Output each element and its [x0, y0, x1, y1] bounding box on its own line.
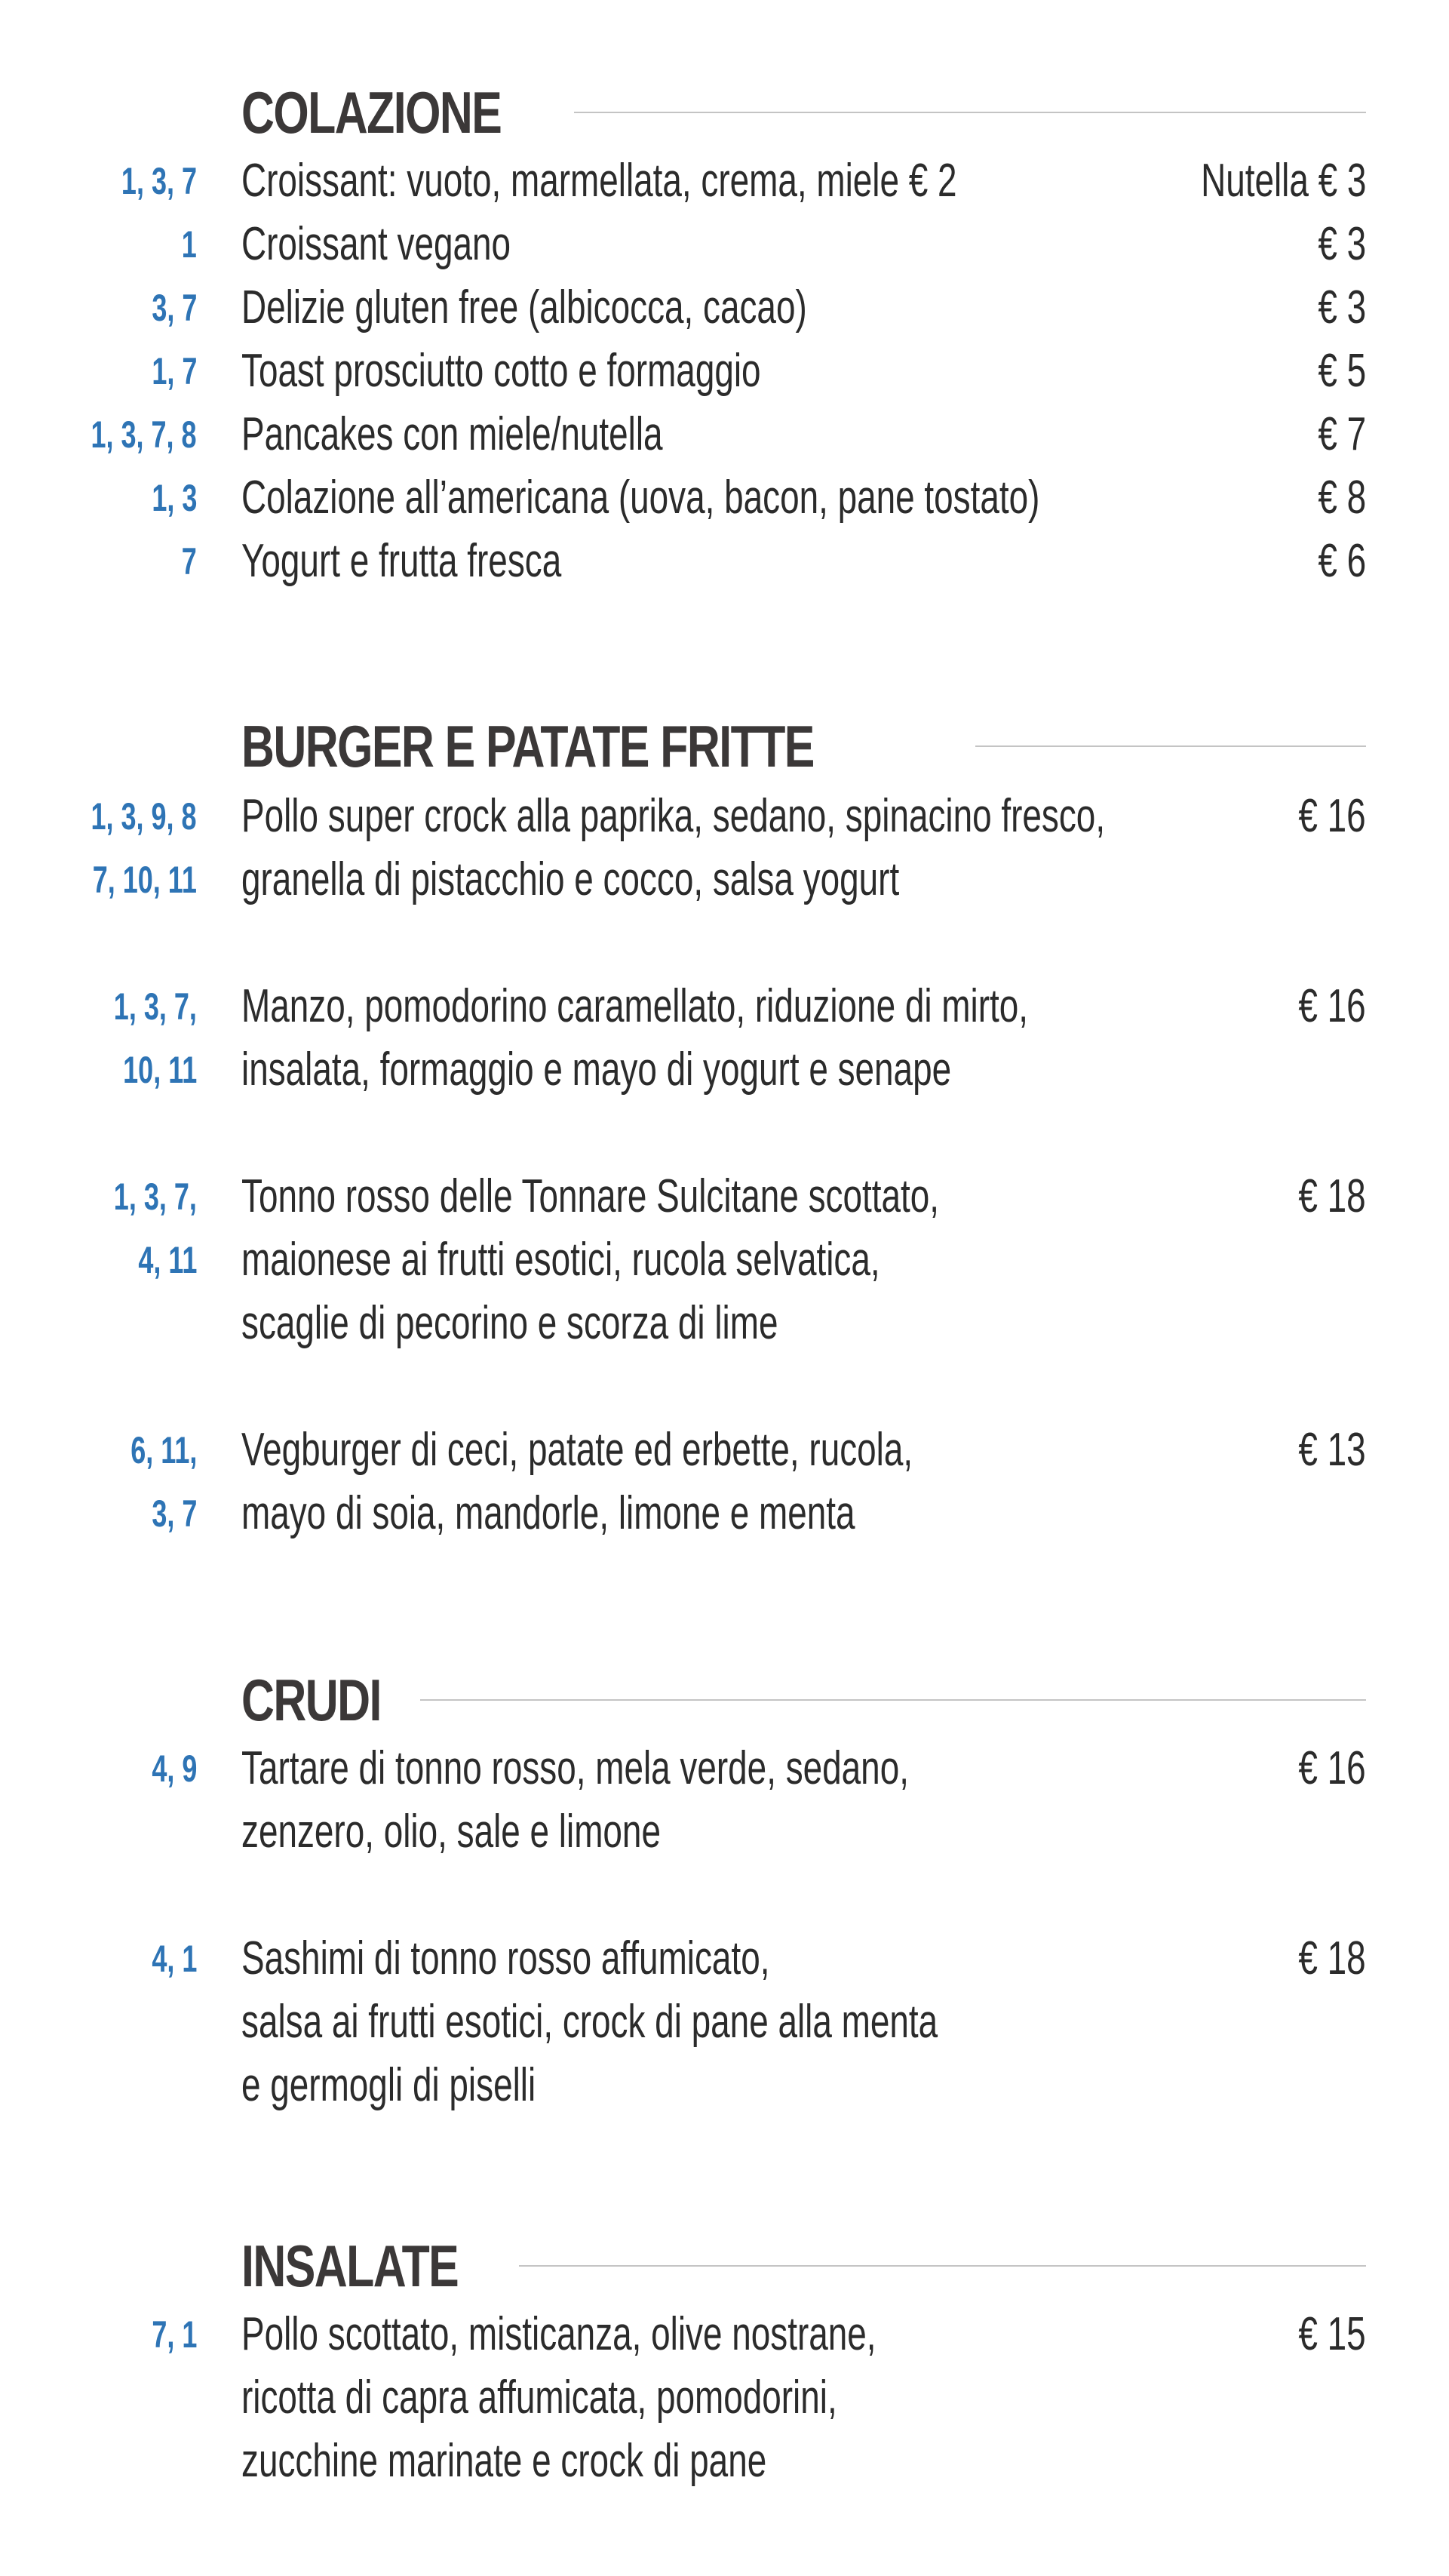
- item-description: Yogurt e frutta fresca: [241, 535, 562, 587]
- menu-row: [0, 530, 1449, 593]
- allergen-codes: 1: [181, 223, 197, 266]
- item-price: € 6: [1318, 535, 1366, 587]
- allergen-codes: 4, 9: [151, 1748, 197, 1790]
- menu-row: [0, 2054, 1449, 2117]
- allergen-codes: 7, 10, 11: [92, 859, 197, 901]
- allergen-codes: 1, 3, 7,: [113, 985, 197, 1028]
- menu-row: [0, 1800, 1449, 1864]
- menu-row: [0, 1419, 1449, 1482]
- menu-row: [0, 1990, 1449, 2054]
- section-divider: [519, 2265, 1366, 2267]
- item-price: Nutella € 3: [1200, 155, 1366, 207]
- item-description: zenzero, olio, sale e limone: [241, 1806, 661, 1858]
- section-divider: [420, 1699, 1366, 1701]
- allergen-codes: 3, 7: [151, 287, 197, 329]
- allergen-codes: 4, 1: [151, 1938, 197, 1980]
- menu-row: [0, 2303, 1449, 2366]
- menu-row: [0, 1038, 1449, 1102]
- menu-row: [0, 1737, 1449, 1800]
- allergen-codes: 3, 7: [151, 1492, 197, 1535]
- section-title: CRUDI: [241, 1666, 381, 1733]
- menu-row: [0, 213, 1449, 276]
- item-description: insalata, formaggio e mayo di yogurt e senape: [241, 1044, 952, 1096]
- allergen-codes: 10, 11: [122, 1049, 197, 1091]
- menu-row: [0, 2430, 1449, 2493]
- item-price: € 18: [1298, 1932, 1366, 1984]
- item-description: mayo di soia, mandorle, limone e menta: [241, 1487, 855, 1539]
- allergen-codes: 7, 1: [151, 2313, 197, 2356]
- item-description: Croissant: vuoto, marmellata, crema, miele € 2: [241, 155, 957, 207]
- item-description: e germogli di piselli: [241, 2059, 536, 2111]
- item-price: € 16: [1298, 980, 1366, 1032]
- section-header: [241, 78, 1366, 146]
- menu-row: [0, 848, 1449, 911]
- item-price: € 13: [1298, 1424, 1366, 1476]
- item-description: Colazione all’americana (uova, bacon, pane tostato): [241, 472, 1040, 524]
- item-price: € 15: [1298, 2308, 1366, 2360]
- item-description: Pollo scottato, misticanza, olive nostrane,: [241, 2308, 876, 2360]
- item-description: Sashimi di tonno rosso affumicato,: [241, 1932, 770, 1984]
- allergen-codes: 1, 3, 7,: [113, 1176, 197, 1218]
- section-header: [241, 1666, 1366, 1734]
- item-description: Delizie gluten free (albicocca, cacao): [241, 281, 807, 334]
- item-description: ricotta di capra affumicata, pomodorini,: [241, 2372, 837, 2424]
- item-price: € 16: [1298, 790, 1366, 842]
- allergen-codes: 6, 11,: [130, 1429, 197, 1471]
- item-description: Tonno rosso delle Tonnare Sulcitane scottato,: [241, 1170, 939, 1222]
- item-description: maionese ai frutti esotici, rucola selvatica,: [241, 1234, 880, 1286]
- item-description: Vegburger di ceci, patate ed erbette, rucola,: [241, 1424, 913, 1476]
- allergen-codes: 7: [181, 540, 197, 583]
- section-header: [241, 712, 1366, 780]
- allergen-codes: 1, 3, 7: [121, 160, 197, 202]
- menu-row: [0, 1482, 1449, 1545]
- menu-row: [0, 1165, 1449, 1228]
- item-description: zucchine marinate e crock di pane: [241, 2435, 767, 2487]
- allergen-codes: 1, 7: [151, 350, 197, 392]
- item-description: Manzo, pomodorino caramellato, riduzione di mirto,: [241, 980, 1028, 1032]
- menu-row: [0, 975, 1449, 1038]
- allergen-codes: 1, 3, 9, 8: [91, 795, 197, 838]
- item-price: € 5: [1318, 345, 1366, 397]
- item-price: € 8: [1318, 472, 1366, 524]
- section-divider: [574, 112, 1366, 113]
- menu-row: [0, 1228, 1449, 1292]
- item-description: Croissant vegano: [241, 218, 511, 270]
- menu-row: [0, 1292, 1449, 1355]
- item-description: Pancakes con miele/nutella: [241, 408, 663, 460]
- section-title: INSALATE: [241, 2232, 459, 2299]
- item-description: scaglie di pecorino e scorza di lime: [241, 1297, 778, 1349]
- item-price: € 7: [1318, 408, 1366, 460]
- section-title: COLAZIONE: [241, 78, 502, 146]
- section-divider: [975, 745, 1366, 747]
- item-description: Toast prosciutto cotto e formaggio: [241, 345, 761, 397]
- item-price: € 18: [1298, 1170, 1366, 1222]
- menu-row: [0, 1927, 1449, 1990]
- item-price: € 16: [1298, 1742, 1366, 1794]
- item-description: Tartare di tonno rosso, mela verde, sedano,: [241, 1742, 909, 1794]
- menu-row: [0, 2366, 1449, 2430]
- menu-row: [0, 276, 1449, 340]
- allergen-codes: 1, 3: [151, 477, 197, 519]
- menu-row: [0, 149, 1449, 213]
- section-title: BURGER E PATATE FRITTE: [241, 712, 814, 779]
- menu-row: [0, 403, 1449, 466]
- menu-row: [0, 785, 1449, 848]
- allergen-codes: 4, 11: [137, 1239, 197, 1281]
- item-description: Pollo super crock alla paprika, sedano, spinacino fresco,: [241, 790, 1106, 842]
- item-description: salsa ai frutti esotici, crock di pane alla menta: [241, 1996, 938, 2048]
- menu-row: [0, 340, 1449, 403]
- allergen-codes: 1, 3, 7, 8: [91, 413, 197, 456]
- menu-row: [0, 466, 1449, 530]
- item-price: € 3: [1318, 218, 1366, 270]
- item-price: € 3: [1318, 281, 1366, 334]
- section-header: [241, 2232, 1366, 2300]
- item-description: granella di pistacchio e cocco, salsa yogurt: [241, 853, 900, 905]
